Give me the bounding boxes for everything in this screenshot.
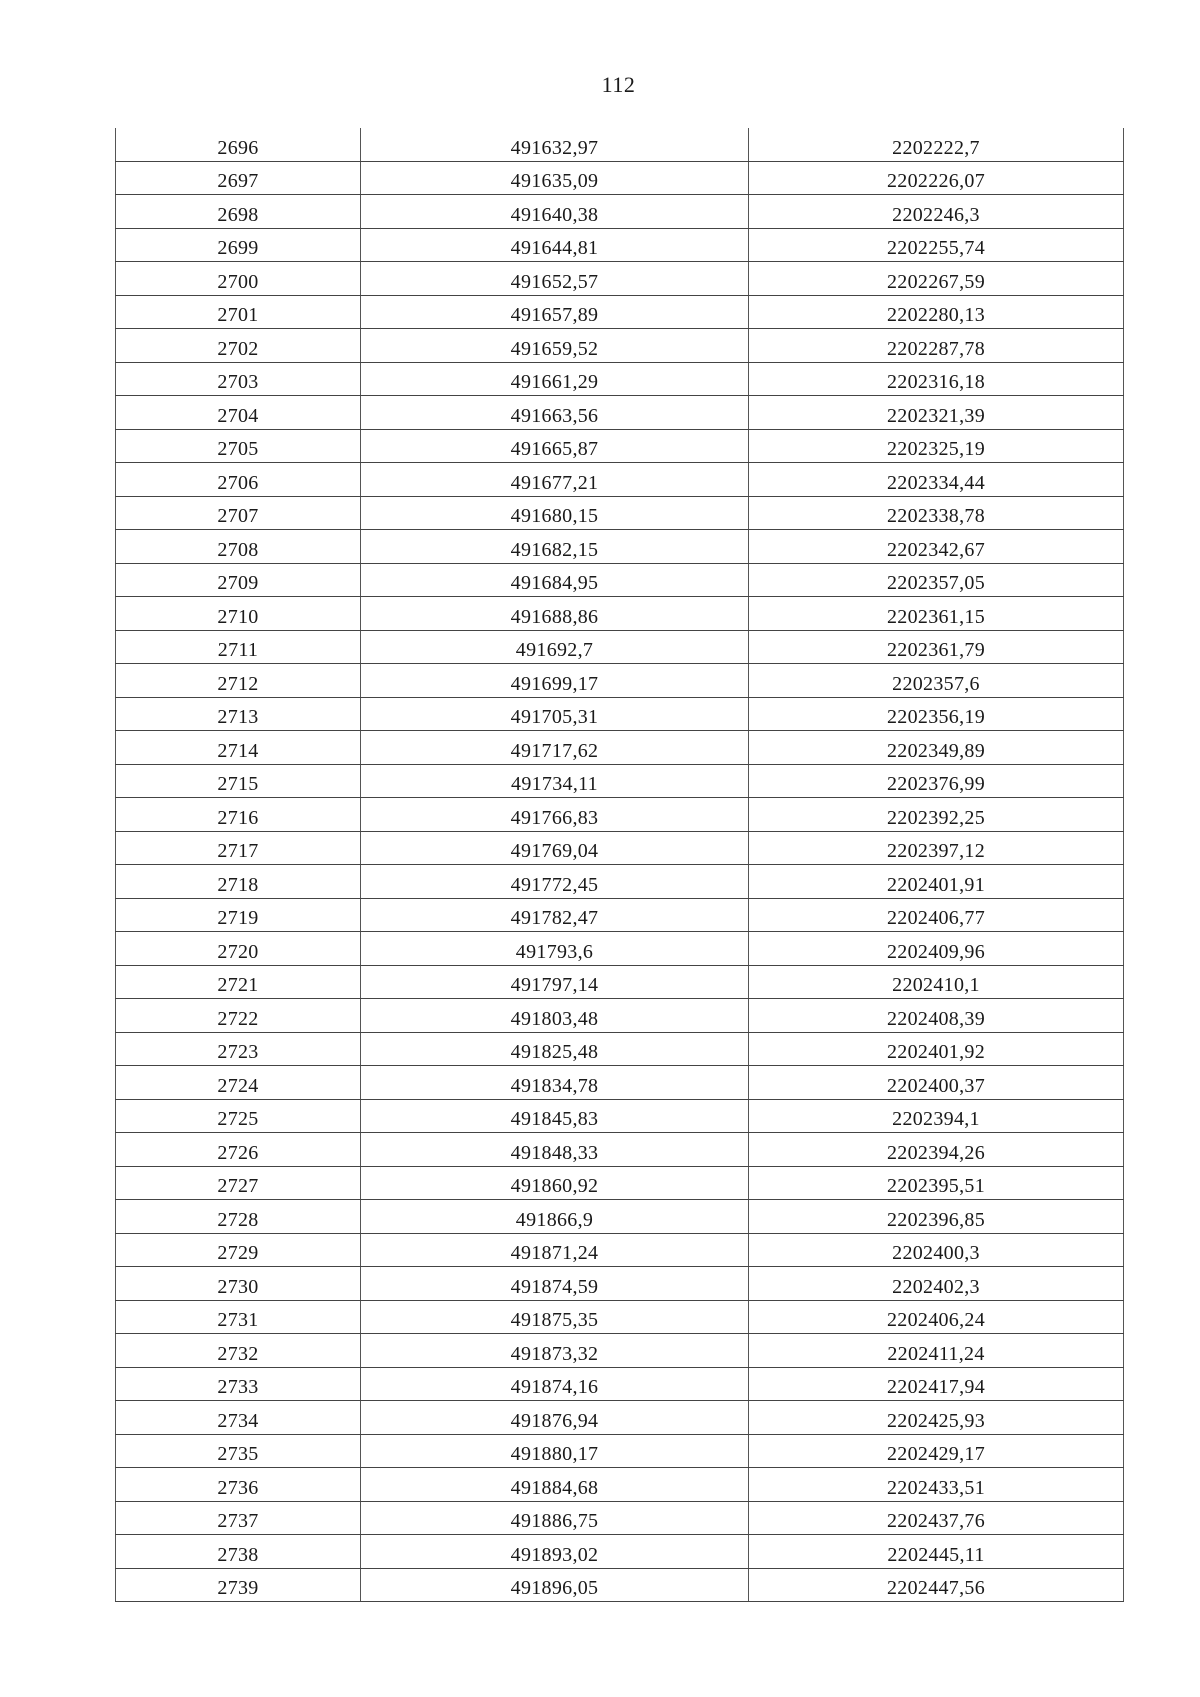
x-coordinate-cell: 491769,04 (361, 831, 749, 865)
y-coordinate-cell: 2202437,76 (749, 1501, 1124, 1535)
y-coordinate-cell: 2202357,6 (749, 664, 1124, 698)
x-coordinate-cell: 491884,68 (361, 1468, 749, 1502)
table-row (116, 1568, 1124, 1602)
x-coordinate-cell: 491665,87 (361, 429, 749, 463)
y-coordinate-cell: 2202445,11 (749, 1535, 1124, 1569)
point-number-cell: 2699 (116, 228, 361, 262)
table-row (116, 1099, 1124, 1133)
table-row (116, 965, 1124, 999)
x-coordinate-cell: 491875,35 (361, 1300, 749, 1334)
y-coordinate-cell: 2202395,51 (749, 1166, 1124, 1200)
x-coordinate-cell: 491845,83 (361, 1099, 749, 1133)
y-coordinate-cell: 2202402,3 (749, 1267, 1124, 1301)
coordinate-table (115, 128, 1124, 1602)
x-coordinate-cell: 491825,48 (361, 1032, 749, 1066)
point-number-cell: 2736 (116, 1468, 361, 1502)
point-number-cell: 2720 (116, 932, 361, 966)
y-coordinate-cell: 2202396,85 (749, 1200, 1124, 1234)
point-number-cell: 2716 (116, 798, 361, 832)
x-coordinate-cell: 491782,47 (361, 898, 749, 932)
table-row (116, 161, 1124, 195)
x-coordinate-cell: 491705,31 (361, 697, 749, 731)
x-coordinate-cell: 491893,02 (361, 1535, 749, 1569)
point-number-cell: 2730 (116, 1267, 361, 1301)
y-coordinate-cell: 2202400,3 (749, 1233, 1124, 1267)
y-coordinate-cell: 2202255,74 (749, 228, 1124, 262)
y-coordinate-cell: 2202361,15 (749, 597, 1124, 631)
y-coordinate-cell: 2202349,89 (749, 731, 1124, 765)
point-number-cell: 2723 (116, 1032, 361, 1066)
table-row (116, 932, 1124, 966)
y-coordinate-cell: 2202394,26 (749, 1133, 1124, 1167)
y-coordinate-cell: 2202325,19 (749, 429, 1124, 463)
point-number-cell: 2700 (116, 262, 361, 296)
x-coordinate-cell: 491661,29 (361, 362, 749, 396)
table-row (116, 362, 1124, 396)
x-coordinate-cell: 491734,11 (361, 764, 749, 798)
point-number-cell: 2725 (116, 1099, 361, 1133)
table-row (116, 496, 1124, 530)
y-coordinate-cell: 2202397,12 (749, 831, 1124, 865)
point-number-cell: 2724 (116, 1066, 361, 1100)
table-row (116, 1166, 1124, 1200)
y-coordinate-cell: 2202321,39 (749, 396, 1124, 430)
y-coordinate-cell: 2202406,24 (749, 1300, 1124, 1334)
x-coordinate-cell: 491632,97 (361, 128, 749, 161)
point-number-cell: 2697 (116, 161, 361, 195)
point-number-cell: 2738 (116, 1535, 361, 1569)
y-coordinate-cell: 2202357,05 (749, 563, 1124, 597)
x-coordinate-cell: 491766,83 (361, 798, 749, 832)
point-number-cell: 2732 (116, 1334, 361, 1368)
table-row (116, 563, 1124, 597)
point-number-cell: 2703 (116, 362, 361, 396)
x-coordinate-cell: 491684,95 (361, 563, 749, 597)
y-coordinate-cell: 2202408,39 (749, 999, 1124, 1033)
x-coordinate-cell: 491688,86 (361, 597, 749, 631)
point-number-cell: 2726 (116, 1133, 361, 1167)
y-coordinate-cell: 2202409,96 (749, 932, 1124, 966)
table-row (116, 798, 1124, 832)
x-coordinate-cell: 491677,21 (361, 463, 749, 497)
x-coordinate-cell: 491692,7 (361, 630, 749, 664)
y-coordinate-cell: 2202401,92 (749, 1032, 1124, 1066)
point-number-cell: 2701 (116, 295, 361, 329)
point-number-cell: 2728 (116, 1200, 361, 1234)
table-row (116, 1434, 1124, 1468)
table-row (116, 429, 1124, 463)
table-row (116, 831, 1124, 865)
y-coordinate-cell: 2202411,24 (749, 1334, 1124, 1368)
y-coordinate-cell: 2202410,1 (749, 965, 1124, 999)
table-row (116, 764, 1124, 798)
y-coordinate-cell: 2202392,25 (749, 798, 1124, 832)
x-coordinate-cell: 491663,56 (361, 396, 749, 430)
x-coordinate-cell: 491659,52 (361, 329, 749, 363)
table-row (116, 1233, 1124, 1267)
point-number-cell: 2727 (116, 1166, 361, 1200)
table-row (116, 396, 1124, 430)
point-number-cell: 2712 (116, 664, 361, 698)
x-coordinate-cell: 491772,45 (361, 865, 749, 899)
x-coordinate-cell: 491880,17 (361, 1434, 749, 1468)
point-number-cell: 2709 (116, 563, 361, 597)
y-coordinate-cell: 2202417,94 (749, 1367, 1124, 1401)
y-coordinate-cell: 2202429,17 (749, 1434, 1124, 1468)
x-coordinate-cell: 491848,33 (361, 1133, 749, 1167)
x-coordinate-cell: 491871,24 (361, 1233, 749, 1267)
table-row (116, 1066, 1124, 1100)
table-row (116, 195, 1124, 229)
point-number-cell: 2739 (116, 1568, 361, 1602)
x-coordinate-cell: 491640,38 (361, 195, 749, 229)
x-coordinate-cell: 491876,94 (361, 1401, 749, 1435)
point-number-cell: 2719 (116, 898, 361, 932)
point-number-cell: 2705 (116, 429, 361, 463)
y-coordinate-cell: 2202342,67 (749, 530, 1124, 564)
table-body (116, 128, 1124, 1602)
point-number-cell: 2737 (116, 1501, 361, 1535)
x-coordinate-cell: 491860,92 (361, 1166, 749, 1200)
table-row (116, 329, 1124, 363)
table-row (116, 1501, 1124, 1535)
table-row (116, 1200, 1124, 1234)
point-number-cell: 2696 (116, 128, 361, 161)
x-coordinate-cell: 491793,6 (361, 932, 749, 966)
y-coordinate-cell: 2202338,78 (749, 496, 1124, 530)
x-coordinate-cell: 491652,57 (361, 262, 749, 296)
point-number-cell: 2722 (116, 999, 361, 1033)
page-number: 112 (601, 72, 636, 97)
table-row (116, 1267, 1124, 1301)
point-number-cell: 2729 (116, 1233, 361, 1267)
point-number-cell: 2718 (116, 865, 361, 899)
table-row (116, 597, 1124, 631)
table-row (116, 630, 1124, 664)
y-coordinate-cell: 2202316,18 (749, 362, 1124, 396)
point-number-cell: 2734 (116, 1401, 361, 1435)
x-coordinate-cell: 491699,17 (361, 664, 749, 698)
y-coordinate-cell: 2202425,93 (749, 1401, 1124, 1435)
table-row (116, 731, 1124, 765)
y-coordinate-cell: 2202267,59 (749, 262, 1124, 296)
point-number-cell: 2698 (116, 195, 361, 229)
x-coordinate-cell: 491797,14 (361, 965, 749, 999)
table-row (116, 1468, 1124, 1502)
table-row (116, 1401, 1124, 1435)
table-row (116, 1300, 1124, 1334)
table-row (116, 1334, 1124, 1368)
point-number-cell: 2702 (116, 329, 361, 363)
table-row (116, 1535, 1124, 1569)
table-row (116, 128, 1124, 161)
y-coordinate-cell: 2202356,19 (749, 697, 1124, 731)
point-number-cell: 2731 (116, 1300, 361, 1334)
y-coordinate-cell: 2202280,13 (749, 295, 1124, 329)
x-coordinate-cell: 491874,16 (361, 1367, 749, 1401)
y-coordinate-cell: 2202401,91 (749, 865, 1124, 899)
table-row (116, 664, 1124, 698)
y-coordinate-cell: 2202394,1 (749, 1099, 1124, 1133)
y-coordinate-cell: 2202361,79 (749, 630, 1124, 664)
x-coordinate-cell: 491873,32 (361, 1334, 749, 1368)
point-number-cell: 2715 (116, 764, 361, 798)
x-coordinate-cell: 491866,9 (361, 1200, 749, 1234)
x-coordinate-cell: 491896,05 (361, 1568, 749, 1602)
point-number-cell: 2717 (116, 831, 361, 865)
table-row (116, 295, 1124, 329)
y-coordinate-cell: 2202433,51 (749, 1468, 1124, 1502)
point-number-cell: 2707 (116, 496, 361, 530)
table-row (116, 530, 1124, 564)
table-row (116, 228, 1124, 262)
point-number-cell: 2706 (116, 463, 361, 497)
y-coordinate-cell: 2202222,7 (749, 128, 1124, 161)
x-coordinate-cell: 491803,48 (361, 999, 749, 1033)
point-number-cell: 2713 (116, 697, 361, 731)
table-row (116, 1367, 1124, 1401)
x-coordinate-cell: 491682,15 (361, 530, 749, 564)
point-number-cell: 2704 (116, 396, 361, 430)
point-number-cell: 2708 (116, 530, 361, 564)
y-coordinate-cell: 2202287,78 (749, 329, 1124, 363)
table-row (116, 1133, 1124, 1167)
x-coordinate-cell: 491834,78 (361, 1066, 749, 1100)
y-coordinate-cell: 2202334,44 (749, 463, 1124, 497)
table-row (116, 1032, 1124, 1066)
x-coordinate-cell: 491644,81 (361, 228, 749, 262)
table-row (116, 999, 1124, 1033)
y-coordinate-cell: 2202226,07 (749, 161, 1124, 195)
point-number-cell: 2711 (116, 630, 361, 664)
y-coordinate-cell: 2202447,56 (749, 1568, 1124, 1602)
point-number-cell: 2710 (116, 597, 361, 631)
table-row (116, 865, 1124, 899)
point-number-cell: 2733 (116, 1367, 361, 1401)
y-coordinate-cell: 2202406,77 (749, 898, 1124, 932)
y-coordinate-cell: 2202246,3 (749, 195, 1124, 229)
x-coordinate-cell: 491874,59 (361, 1267, 749, 1301)
table-row (116, 898, 1124, 932)
x-coordinate-cell: 491886,75 (361, 1501, 749, 1535)
table-row (116, 262, 1124, 296)
point-number-cell: 2735 (116, 1434, 361, 1468)
x-coordinate-cell: 491657,89 (361, 295, 749, 329)
x-coordinate-cell: 491680,15 (361, 496, 749, 530)
point-number-cell: 2721 (116, 965, 361, 999)
x-coordinate-cell: 491635,09 (361, 161, 749, 195)
y-coordinate-cell: 2202400,37 (749, 1066, 1124, 1100)
y-coordinate-cell: 2202376,99 (749, 764, 1124, 798)
x-coordinate-cell: 491717,62 (361, 731, 749, 765)
table-row (116, 463, 1124, 497)
table-row (116, 697, 1124, 731)
point-number-cell: 2714 (116, 731, 361, 765)
